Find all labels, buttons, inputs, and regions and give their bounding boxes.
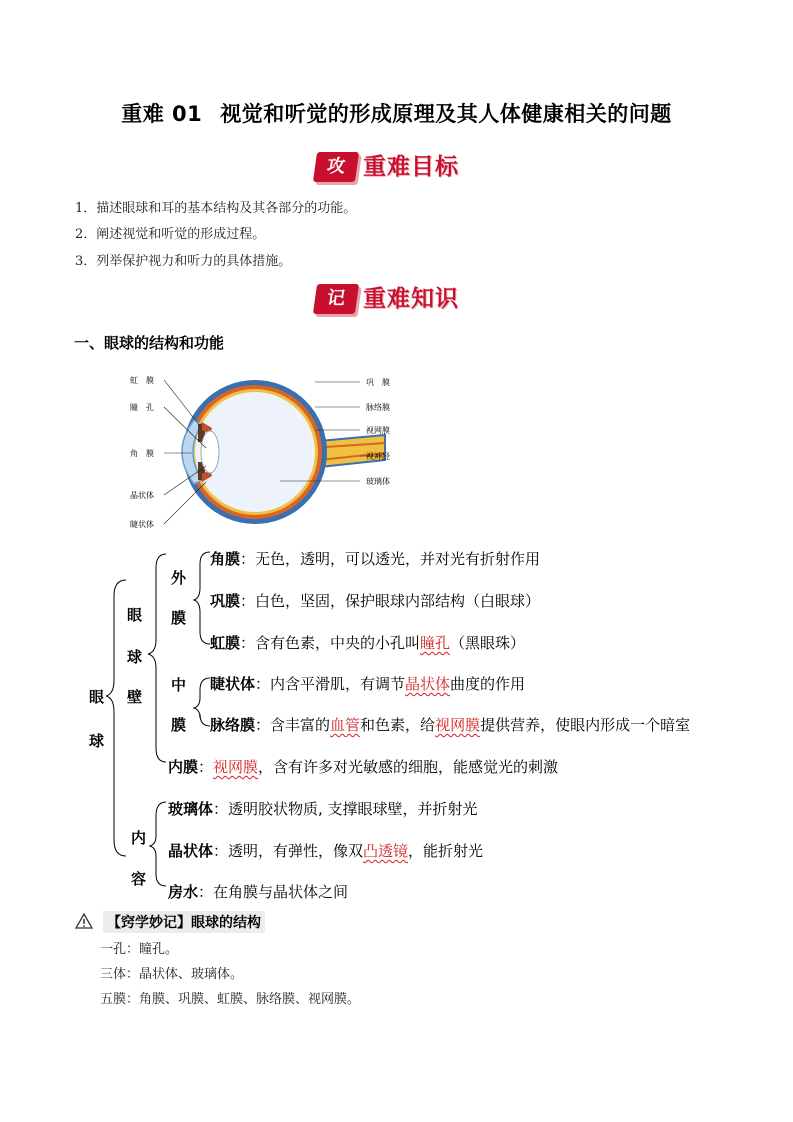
entry-aqueous-humor: 房水：在角膜与晶状体之间	[168, 883, 349, 901]
entry-vitreous: 玻璃体：透明胶状物质, 支撑眼球壁，并折射光	[168, 800, 478, 818]
entry-lens: 晶状体：透明，有弹性，像双凸透镜，能折射光	[168, 842, 484, 860]
highlight-term: 视网膜	[435, 716, 481, 734]
highlight-term: 瞳孔	[420, 634, 451, 652]
entry-ciliary-body: 睫状体：内含平滑肌，有调节晶状体曲度的作用	[210, 675, 526, 693]
banner-text: 重难目标	[363, 154, 459, 180]
category-eye-wall: 壁	[127, 688, 143, 706]
page-title: 重难 01 视觉和听觉的形成原理及其人体健康相关的问题	[121, 102, 672, 126]
category-outer-layer: 外	[171, 569, 187, 587]
label-optic-nerve: 视神经	[366, 452, 390, 461]
entry-sclera: 巩膜：白色，坚固，保护眼球内部结构（白眼球）	[210, 592, 541, 610]
category-eyeball: 球	[89, 732, 105, 750]
label-lens: 晶状体	[130, 491, 154, 500]
entry-choroid: 脉络膜：含丰富的血管和色素，给视网膜提供营养，使眼内形成一个暗室	[210, 716, 691, 734]
highlight-term: 晶状体	[405, 675, 451, 693]
goal-item: 1．描述眼球和耳的基本结构及其各部分的功能。	[75, 201, 357, 216]
memory-line: 五膜：角膜、巩膜、虹膜、脉络膜、视网膜。	[100, 992, 361, 1007]
label-iris: 虹 膜	[130, 376, 154, 385]
category-contents: 内	[131, 829, 147, 847]
highlight-term: 凸透镜	[363, 842, 409, 860]
category-outer-layer: 膜	[171, 609, 187, 627]
banner-tag: 记	[313, 284, 359, 314]
warning-icon	[75, 913, 93, 929]
category-contents: 容	[131, 870, 147, 888]
label-ciliary: 睫状体	[130, 520, 154, 529]
entry-iris: 虹膜：含有色素，中央的小孔叫瞳孔（黑眼珠）	[210, 634, 526, 652]
entry-cornea: 角膜：无色，透明，可以透光，并对光有折射作用	[210, 550, 541, 568]
label-pupil: 瞳 孔	[130, 403, 154, 412]
memory-line: 一孔：瞳孔。	[100, 942, 179, 957]
category-eyeball: 眼	[89, 688, 105, 706]
category-middle-layer: 中	[171, 676, 187, 694]
category-eye-wall: 眼	[127, 606, 143, 624]
section-banner-goals	[315, 150, 485, 184]
entry-inner-layer: 内膜：视网膜，含有许多对光敏感的细胞，能感觉光的刺激	[168, 758, 559, 776]
eye-diagram	[120, 360, 420, 535]
section-heading: 一、眼球的结构和功能	[74, 334, 225, 352]
label-sclera: 巩 膜	[366, 378, 390, 387]
highlight-term: 血管	[330, 716, 361, 734]
memory-line: 三体：晶状体、玻璃体。	[100, 967, 244, 982]
goal-item: 2．阐述视觉和听觉的形成过程。	[75, 227, 266, 242]
banner-text: 重难知识	[363, 286, 459, 312]
category-middle-layer: 膜	[171, 716, 187, 734]
goal-item: 3．列举保护视力和听力的具体措施。	[75, 254, 292, 269]
label-cornea: 角 膜	[130, 449, 154, 458]
tip-title: 【窍学妙记】眼球的结构	[103, 911, 265, 933]
category-eye-wall: 球	[127, 648, 143, 666]
label-choroid: 脉络膜	[366, 403, 390, 412]
section-banner-knowledge	[315, 282, 485, 316]
label-vitreous: 玻璃体	[366, 477, 390, 486]
banner-tag: 攻	[313, 152, 359, 182]
label-retina: 视网膜	[366, 426, 390, 435]
lens-shape	[201, 431, 219, 473]
highlight-term: 视网膜	[213, 758, 259, 776]
